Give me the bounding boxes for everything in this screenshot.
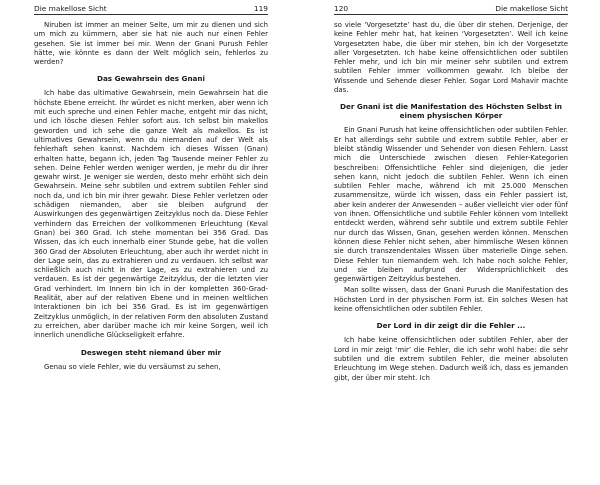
paragraph: Ich habe das ultimative Gewahrsein, mein Gewahrsein hat die höchste Ebene erreicht. Ihr würdet es nicht merken, aber wenn ich mit euch spreche und einen Fehler mache, entgeht mir das nicht, und ich lösche diesen Fehler sofort aus. Ich selbst bin makellos geworden und ich sehe die ganze Welt als makellos. Es ist ultimatives Gewahrsein, wenn du niemanden auf der Welt als fehlerhaft sehen kannst. Nachdem ich dieses Wissen (Gnan) erhalten hatte, begann ich, jeden Tag Tausende meiner Fehler zu sehen. Deine Fehler werden weniger werden, je mehr du dir ihrer gewahr wirst. Je weniger sie werden, desto mehr erhöht sich dein Gewahrsein. Meine sehr subtilen und extrem subtilen Fehler sind noch da, und ich bin mir ihrer gewahr. Diese Fehler verletzen oder schädigen niemanden, aber sie bleiben aufgrund der Auswirkungen des gegenwärtigen Zeitzyklus noch da. Diese Fehler verhindern das Erreichen der vollkommenen Erleuchtung (Keval Gnan) bei 360 Grad. Ich stehe momentan bei 356 Grad. Das Wissen, das ich euch innerhalb einer Stunde gebe, hat die vollen 360 Grad der Absoluten Erleuchtung, aber auch ihr werdet nicht in der Lage sein, das zu extrahieren und zu verdauen. Ich selbst war schließlich auch nicht in der Lage, es zu extrahieren und zu verdauen. Es ist der gegenwärtige Zeitzyklus, der die letzten vier Grad verhindert. Im Innern bin ich in der kompletten 360-Grad-Realität, aber auf der relativen Ebene und in meinen weltlichen Interaktionen bin ich bei 356 Grad. Es ist im gegenwärtigen Zeitzyklus unmöglich, in der relativen Form den absoluten Zustand zu erreichen, aber darüber mache ich mir keine Sorgen, weil ich innerlich unendliche Glückseligkeit erfahre. (34, 89, 268, 340)
paragraph: Ein Gnani Purush hat keine offensichtlichen oder subtilen Fehler. Er hat allerdings sehr subtile und extrem subtile Fehler, aber er bleibt ständig Wissender und Sehender von diesen Fehlern. Lasst mich die Unterschiede zwischen diesen Fehler-Kategorien beschreiben: Offensichtliche Fehler sind diejenigen, die jeder sehen kann, nicht jedoch die subtilen Fehler. Wenn ich einen subtilen Fehler mache, während ich mit 25.000 Menschen zusammensitze, würde ich wissen, dass ein Fehler passiert ist, aber kein anderer der Anwesenden – außer vielleicht vier oder fünf von ihnen. Offensichtliche und subtile Fehler können vom Intellekt entdeckt werden, während sehr subtile und extrem subtile Fehler nur durch das Wissen, Gnan, gesehen werden können. Menschen können diese Fehler nicht sehen, aber himmlische Wesen können sie durch transzendentales Wissen über materielle Dinge sehen. Diese Fehler tun niemandem weh. Ich habe noch solche Fehler, und sie bleiben aufgrund der Widersprüchlichkeit des gegenwärtigen Zeitzyklus bestehen. (334, 126, 568, 284)
paragraph: Genau so viele Fehler, wie du versäumst zu sehen, (44, 362, 221, 371)
running-title: Die makellose Sicht (34, 4, 107, 13)
running-title: Die makellose Sicht (495, 4, 568, 13)
paragraph: Niruben ist immer an meiner Seite, um mir zu dienen und sich um mich zu kümmern, aber sie hat nie auch nur einen Fehler gesehen. Sie ist immer bei mir. Wenn der Gnani Purush Fehler hätte, wie könnte es dann der Welt möglich sein, fehlerlos zu werden? (34, 21, 268, 67)
right-running-head (334, 4, 568, 15)
right-page (300, 0, 600, 485)
page-number: 120 (334, 4, 349, 13)
paragraph: Man sollte wissen, dass der Gnani Purush die Manifestation des Höchsten Lord in der physischen Form ist. Ein solches Wesen hat keine offensichtlichen oder subtilen Fehler. (334, 286, 568, 314)
left-running-head (34, 4, 268, 15)
section-heading: Der Gnani ist die Manifestation des Höchsten Selbst in einem physischen Körper (340, 102, 562, 121)
section-heading: Das Gewahrsein des Gnani (96, 74, 205, 84)
section-heading: Deswegen steht niemand über mir (80, 347, 222, 357)
page-number: 119 (253, 4, 268, 13)
paragraph: so viele ‘Vorgesetzte’ hast du, die über dir stehen. Derjenige, der keine Fehler mehr hat, hat keinen ‘Vorgesetzten’. Weil ich keine Vorgesetzten habe, die über mir stehen, bin ich der Vorgesetzte aller Vorgesetzten. Ich habe keine offensichtlichen oder subtilen Fehler mehr, und ich bin mir meiner sehr subtilen und extrem subtilen Fehler immer vollkommen gewahr. Ich bleibe der Wissende und Sehende dieser Fehler. Sogar Lord Mahavir machte das. (334, 21, 568, 95)
section-heading: Der Lord in dir zeigt dir die Fehler ... (376, 321, 526, 331)
paragraph: Ich habe keine offensichtlichen oder subtilen Fehler, aber der Lord in mir zeigt ‘mir’ die Fehler, die ich sehr wohl habe: die sehr subtilen und die extrem subtilen Fehler, die meiner absoluten Erleuchtung im Wege stehen. Dadurch weiß ich, dass es jemanden gibt, der über mir steht. Ich (334, 336, 568, 382)
